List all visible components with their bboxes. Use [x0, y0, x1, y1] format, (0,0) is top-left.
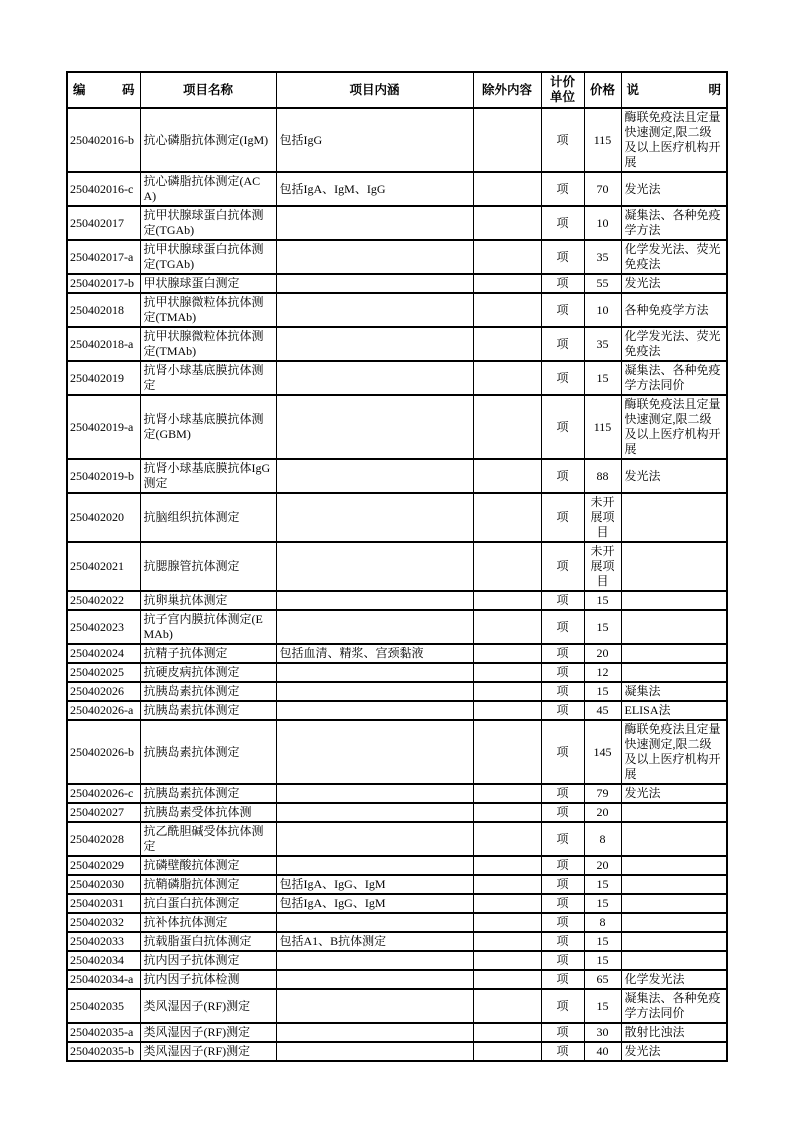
- cell-price: 15: [584, 875, 621, 894]
- cell-name: 甲状腺球蛋白测定: [140, 274, 276, 293]
- cell-name: 抗胰岛素抗体测定: [140, 682, 276, 701]
- table-body: [67, 108, 727, 1061]
- cell-unit: 项: [541, 822, 584, 856]
- cell-note: 凝集法、各种免疫学方法同价: [621, 361, 727, 395]
- table-row: [67, 172, 727, 206]
- cell-price: 20: [584, 644, 621, 663]
- cell-content: [276, 970, 473, 989]
- cell-note: [621, 951, 727, 970]
- cell-code: 250402031: [67, 894, 140, 913]
- cell-note: [621, 932, 727, 951]
- table-header: [67, 72, 727, 108]
- cell-code: 250402016-c: [67, 172, 140, 206]
- cell-price: 未开展项目: [584, 542, 621, 591]
- cell-exclusion: [473, 293, 541, 327]
- cell-exclusion: [473, 395, 541, 459]
- table-row: [67, 274, 727, 293]
- table-row: [67, 856, 727, 875]
- cell-note: 凝集法、各种免疫学方法: [621, 206, 727, 240]
- cell-unit: 项: [541, 361, 584, 395]
- cell-unit: 项: [541, 932, 584, 951]
- cell-unit: 项: [541, 206, 584, 240]
- table-row: [67, 327, 727, 361]
- table-row: [67, 932, 727, 951]
- cell-exclusion: [473, 803, 541, 822]
- cell-note: 发光法: [621, 459, 727, 493]
- cell-code: 250402033: [67, 932, 140, 951]
- cell-unit: 项: [541, 240, 584, 274]
- cell-price: 115: [584, 108, 621, 172]
- table-row: [67, 682, 727, 701]
- cell-note: 化学发光法、荧光免疫法: [621, 240, 727, 274]
- cell-name: 抗肾小球基底膜抗体测定: [140, 361, 276, 395]
- cell-exclusion: [473, 327, 541, 361]
- cell-note: [621, 591, 727, 610]
- header-content: 项目内涵: [276, 72, 473, 108]
- table-row: [67, 803, 727, 822]
- header-note: 说明: [621, 72, 727, 108]
- cell-code: 250402027: [67, 803, 140, 822]
- table-row: [67, 701, 727, 720]
- table-row: [67, 822, 727, 856]
- cell-unit: 项: [541, 913, 584, 932]
- cell-price: 8: [584, 822, 621, 856]
- cell-name: 抗载脂蛋白抗体测定: [140, 932, 276, 951]
- cell-unit: 项: [541, 1023, 584, 1042]
- cell-content: [276, 784, 473, 803]
- table-row: [67, 293, 727, 327]
- table-row: [67, 875, 727, 894]
- cell-price: 15: [584, 932, 621, 951]
- cell-note: 凝集法、各种免疫学方法同价: [621, 989, 727, 1023]
- cell-exclusion: [473, 856, 541, 875]
- cell-unit: 项: [541, 293, 584, 327]
- cell-price: 15: [584, 682, 621, 701]
- cell-content: 包括IgA、IgM、IgG: [276, 172, 473, 206]
- cell-note: [621, 803, 727, 822]
- cell-price: 8: [584, 913, 621, 932]
- cell-code: 250402022: [67, 591, 140, 610]
- cell-content: 包括IgA、IgG、IgM: [276, 894, 473, 913]
- cell-price: 15: [584, 610, 621, 644]
- cell-unit: 项: [541, 720, 584, 784]
- cell-name: 抗内因子抗体测定: [140, 951, 276, 970]
- cell-name: 抗脑组织抗体测定: [140, 493, 276, 542]
- cell-exclusion: [473, 970, 541, 989]
- cell-code: 250402032: [67, 913, 140, 932]
- cell-exclusion: [473, 913, 541, 932]
- cell-content: 包括IgG: [276, 108, 473, 172]
- table-row: [67, 1042, 727, 1061]
- cell-code: 250402017-a: [67, 240, 140, 274]
- cell-price: 35: [584, 327, 621, 361]
- table-row: [67, 542, 727, 591]
- cell-content: [276, 293, 473, 327]
- cell-note: ELISA法: [621, 701, 727, 720]
- cell-unit: 项: [541, 989, 584, 1023]
- table-row: [67, 720, 727, 784]
- cell-content: [276, 989, 473, 1023]
- cell-content: [276, 459, 473, 493]
- cell-name: 抗白蛋白抗体测定: [140, 894, 276, 913]
- cell-price: 20: [584, 803, 621, 822]
- cell-exclusion: [473, 493, 541, 542]
- cell-exclusion: [473, 720, 541, 784]
- cell-unit: 项: [541, 591, 584, 610]
- cell-exclusion: [473, 989, 541, 1023]
- cell-unit: 项: [541, 459, 584, 493]
- header-unit-label: 计价单位: [550, 75, 576, 104]
- cell-content: [276, 240, 473, 274]
- cell-note: 各种免疫学方法: [621, 293, 727, 327]
- cell-note: 发光法: [621, 172, 727, 206]
- cell-price: 45: [584, 701, 621, 720]
- cell-name: 抗肾小球基底膜抗体IgG测定: [140, 459, 276, 493]
- cell-content: [276, 395, 473, 459]
- cell-code: 250402026: [67, 682, 140, 701]
- cell-price: 15: [584, 894, 621, 913]
- cell-code: 250402019-a: [67, 395, 140, 459]
- cell-content: [276, 610, 473, 644]
- cell-content: [276, 701, 473, 720]
- cell-name: 抗补体抗体测定: [140, 913, 276, 932]
- table-row: [67, 1023, 727, 1042]
- medical-price-table: [66, 71, 728, 1062]
- cell-name: 抗心磷脂抗体测定(IgM): [140, 108, 276, 172]
- cell-unit: 项: [541, 327, 584, 361]
- cell-note: [621, 875, 727, 894]
- cell-content: [276, 493, 473, 542]
- cell-exclusion: [473, 701, 541, 720]
- table-row: [67, 240, 727, 274]
- table-row: [67, 644, 727, 663]
- cell-name: 抗乙酰胆碱受体抗体测定: [140, 822, 276, 856]
- cell-content: [276, 1042, 473, 1061]
- table-row: [67, 663, 727, 682]
- table-row: [67, 989, 727, 1023]
- cell-code: 250402019-b: [67, 459, 140, 493]
- cell-content: [276, 274, 473, 293]
- cell-unit: 项: [541, 644, 584, 663]
- cell-note: 化学发光法: [621, 970, 727, 989]
- cell-code: 250402020: [67, 493, 140, 542]
- cell-note: 凝集法: [621, 682, 727, 701]
- cell-price: 79: [584, 784, 621, 803]
- cell-price: 70: [584, 172, 621, 206]
- cell-unit: 项: [541, 951, 584, 970]
- cell-note: [621, 913, 727, 932]
- cell-code: 250402017-b: [67, 274, 140, 293]
- cell-content: [276, 591, 473, 610]
- cell-code: 250402035-a: [67, 1023, 140, 1042]
- header-exclusion: 除外内容: [473, 72, 541, 108]
- table-row: [67, 913, 727, 932]
- cell-note: [621, 856, 727, 875]
- cell-exclusion: [473, 644, 541, 663]
- cell-exclusion: [473, 784, 541, 803]
- cell-name: 抗子宫内膜抗体测定(EMAb): [140, 610, 276, 644]
- header-unit: [541, 72, 584, 108]
- cell-unit: 项: [541, 395, 584, 459]
- cell-unit: 项: [541, 663, 584, 682]
- cell-code: 250402023: [67, 610, 140, 644]
- cell-code: 250402028: [67, 822, 140, 856]
- cell-code: 250402024: [67, 644, 140, 663]
- cell-unit: 项: [541, 542, 584, 591]
- cell-exclusion: [473, 542, 541, 591]
- table-row: [67, 894, 727, 913]
- cell-note: 散射比浊法: [621, 1023, 727, 1042]
- cell-note: [621, 663, 727, 682]
- cell-name: 抗甲状腺微粒体抗体测定(TMAb): [140, 293, 276, 327]
- cell-code: 250402021: [67, 542, 140, 591]
- cell-exclusion: [473, 610, 541, 644]
- cell-name: 类风湿因子(RF)测定: [140, 989, 276, 1023]
- cell-price: 115: [584, 395, 621, 459]
- cell-unit: 项: [541, 274, 584, 293]
- cell-unit: 项: [541, 894, 584, 913]
- cell-content: 包括IgA、IgG、IgM: [276, 875, 473, 894]
- cell-note: [621, 542, 727, 591]
- cell-unit: 项: [541, 875, 584, 894]
- cell-name: 抗腮腺管抗体测定: [140, 542, 276, 591]
- cell-price: 65: [584, 970, 621, 989]
- cell-unit: 项: [541, 610, 584, 644]
- cell-name: 抗精子抗体测定: [140, 644, 276, 663]
- cell-content: [276, 361, 473, 395]
- cell-note: 发光法: [621, 1042, 727, 1061]
- cell-name: 抗肾小球基底膜抗体测定(GBM): [140, 395, 276, 459]
- table-row: [67, 610, 727, 644]
- cell-name: 类风湿因子(RF)测定: [140, 1042, 276, 1061]
- cell-code: 250402026-a: [67, 701, 140, 720]
- cell-price: 55: [584, 274, 621, 293]
- cell-name: 抗鞘磷脂抗体测定: [140, 875, 276, 894]
- cell-unit: 项: [541, 172, 584, 206]
- cell-content: [276, 856, 473, 875]
- cell-content: [276, 951, 473, 970]
- cell-content: [276, 822, 473, 856]
- cell-content: [276, 720, 473, 784]
- cell-exclusion: [473, 932, 541, 951]
- cell-name: 抗内因子抗体检测: [140, 970, 276, 989]
- table-row: [67, 784, 727, 803]
- cell-code: 250402025: [67, 663, 140, 682]
- table-row: [67, 459, 727, 493]
- cell-code: 250402035-b: [67, 1042, 140, 1061]
- table-row: [67, 395, 727, 459]
- cell-exclusion: [473, 951, 541, 970]
- table-row: [67, 361, 727, 395]
- cell-name: 抗硬皮病抗体测定: [140, 663, 276, 682]
- cell-note: 化学发光法、荧光免疫法: [621, 327, 727, 361]
- cell-price: 15: [584, 361, 621, 395]
- cell-unit: 项: [541, 803, 584, 822]
- cell-note: [621, 493, 727, 542]
- cell-note: [621, 610, 727, 644]
- cell-note: [621, 822, 727, 856]
- cell-content: [276, 1023, 473, 1042]
- cell-price: 15: [584, 591, 621, 610]
- cell-exclusion: [473, 822, 541, 856]
- cell-price: 88: [584, 459, 621, 493]
- cell-code: 250402019: [67, 361, 140, 395]
- cell-name: 抗胰岛素受体抗体测: [140, 803, 276, 822]
- cell-content: [276, 206, 473, 240]
- cell-exclusion: [473, 894, 541, 913]
- table-row: [67, 591, 727, 610]
- cell-exclusion: [473, 240, 541, 274]
- cell-exclusion: [473, 459, 541, 493]
- cell-price: 40: [584, 1042, 621, 1061]
- cell-price: 15: [584, 951, 621, 970]
- cell-exclusion: [473, 206, 541, 240]
- cell-price: 12: [584, 663, 621, 682]
- cell-code: 250402034: [67, 951, 140, 970]
- cell-unit: 项: [541, 701, 584, 720]
- cell-name: 抗卵巢抗体测定: [140, 591, 276, 610]
- cell-name: 抗胰岛素抗体测定: [140, 784, 276, 803]
- cell-content: [276, 803, 473, 822]
- table-row: [67, 970, 727, 989]
- cell-content: [276, 542, 473, 591]
- cell-code: 250402018: [67, 293, 140, 327]
- cell-content: 包括血清、精浆、宫颈黏液: [276, 644, 473, 663]
- cell-code: 250402026-c: [67, 784, 140, 803]
- cell-unit: 项: [541, 108, 584, 172]
- cell-content: [276, 682, 473, 701]
- cell-price: 20: [584, 856, 621, 875]
- cell-exclusion: [473, 682, 541, 701]
- cell-unit: 项: [541, 1042, 584, 1061]
- cell-exclusion: [473, 361, 541, 395]
- cell-content: [276, 327, 473, 361]
- cell-exclusion: [473, 108, 541, 172]
- cell-price: 145: [584, 720, 621, 784]
- cell-unit: 项: [541, 493, 584, 542]
- cell-code: 250402034-a: [67, 970, 140, 989]
- cell-note: 酶联免疫法且定量快速测定,限二级及以上医疗机构开展: [621, 395, 727, 459]
- header-price: 价格: [584, 72, 621, 108]
- cell-note: 发光法: [621, 784, 727, 803]
- cell-unit: 项: [541, 784, 584, 803]
- header-row: [67, 72, 727, 108]
- cell-note: 酶联免疫法且定量快速测定,限二级及以上医疗机构开展: [621, 108, 727, 172]
- cell-exclusion: [473, 1023, 541, 1042]
- cell-name: 抗甲状腺球蛋白抗体测定(TGAb): [140, 206, 276, 240]
- cell-code: 250402026-b: [67, 720, 140, 784]
- cell-price: 未开展项目: [584, 493, 621, 542]
- cell-exclusion: [473, 875, 541, 894]
- cell-name: 抗磷壁酸抗体测定: [140, 856, 276, 875]
- cell-note: [621, 644, 727, 663]
- cell-name: 抗甲状腺微粒体抗体测定(TMAb): [140, 327, 276, 361]
- table-row: [67, 951, 727, 970]
- cell-price: 10: [584, 293, 621, 327]
- cell-price: 10: [584, 206, 621, 240]
- header-name: 项目名称: [140, 72, 276, 108]
- cell-content: [276, 913, 473, 932]
- cell-exclusion: [473, 591, 541, 610]
- cell-code: 250402030: [67, 875, 140, 894]
- table-row: [67, 493, 727, 542]
- cell-name: 抗胰岛素抗体测定: [140, 701, 276, 720]
- cell-name: 类风湿因子(RF)测定: [140, 1023, 276, 1042]
- table-row: [67, 108, 727, 172]
- cell-code: 250402035: [67, 989, 140, 1023]
- header-code: 编 码: [67, 72, 140, 108]
- cell-note: 发光法: [621, 274, 727, 293]
- cell-name: 抗胰岛素抗体测定: [140, 720, 276, 784]
- cell-unit: 项: [541, 682, 584, 701]
- cell-content: [276, 663, 473, 682]
- cell-unit: 项: [541, 970, 584, 989]
- cell-name: 抗甲状腺球蛋白抗体测定(TGAb): [140, 240, 276, 274]
- cell-content: 包括A1、B抗体测定: [276, 932, 473, 951]
- cell-code: 250402018-a: [67, 327, 140, 361]
- cell-exclusion: [473, 172, 541, 206]
- cell-code: 250402016-b: [67, 108, 140, 172]
- cell-code: 250402029: [67, 856, 140, 875]
- cell-note: 酶联免疫法且定量快速测定,限二级及以上医疗机构开展: [621, 720, 727, 784]
- cell-exclusion: [473, 274, 541, 293]
- cell-exclusion: [473, 663, 541, 682]
- cell-note: [621, 894, 727, 913]
- cell-price: 35: [584, 240, 621, 274]
- cell-name: 抗心磷脂抗体测定(ACA): [140, 172, 276, 206]
- table-row: [67, 206, 727, 240]
- cell-price: 30: [584, 1023, 621, 1042]
- cell-code: 250402017: [67, 206, 140, 240]
- cell-unit: 项: [541, 856, 584, 875]
- cell-price: 15: [584, 989, 621, 1023]
- cell-exclusion: [473, 1042, 541, 1061]
